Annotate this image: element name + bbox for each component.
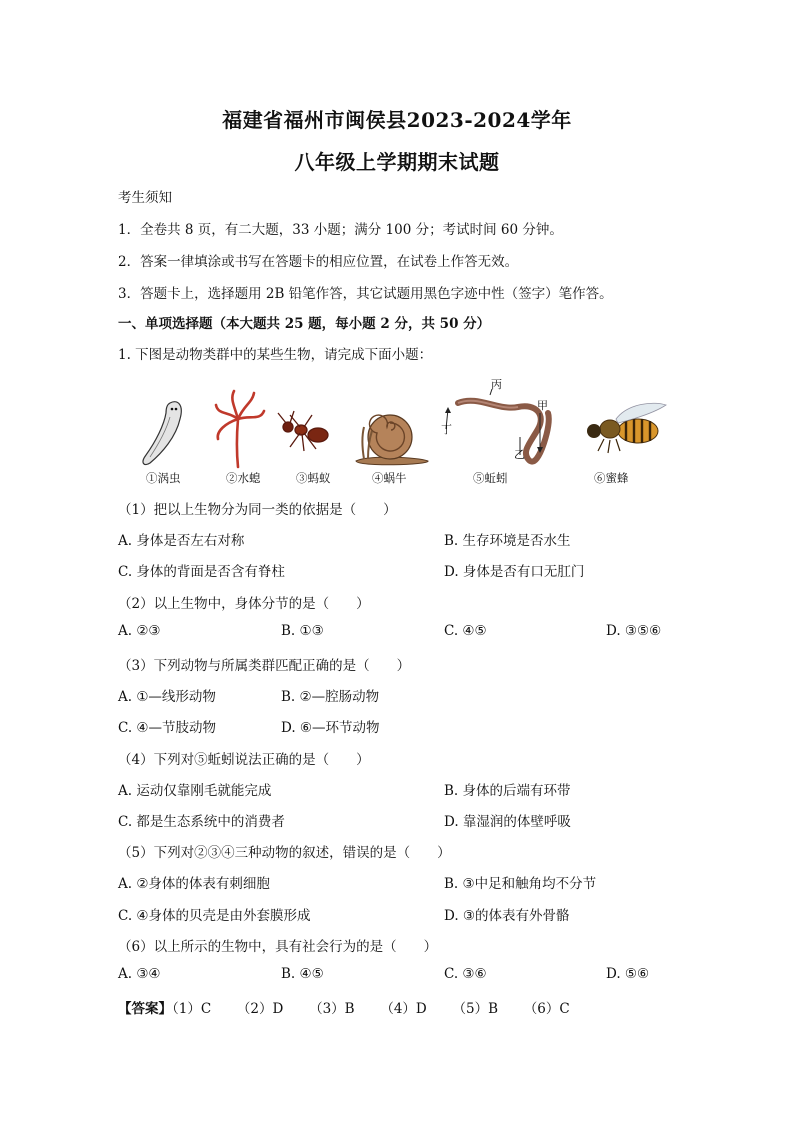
- sub1-option-d: D. 身体是否有口无肛门: [444, 564, 585, 580]
- sub4-option-c: C. 都是生态系统中的消费者: [118, 814, 285, 830]
- question-1-stem: 1. 下图是动物类群中的某些生物，请完成下面小题：: [118, 347, 433, 363]
- notice-item-3: 3．答题卡上，选择题用 2B 铅笔作答，其它试题用黑色字迹中性（签字）笔作答。: [118, 286, 613, 302]
- subquestion-3: （3）下列动物与所属类群匹配正确的是（ ）: [118, 658, 411, 674]
- sub2-option-c: C. ④⑤: [444, 623, 487, 639]
- caption-bee: ⑥蜜蜂: [594, 471, 629, 485]
- sub4-option-b: B. 身体的后端有环带: [444, 783, 571, 799]
- answer-values: （1）C （2）D （3）B （4）D （5）B （6）C: [172, 1001, 570, 1017]
- section-heading: 一、单项选择题（本大题共 25 题，每小题 2 分，共 50 分）: [118, 316, 491, 332]
- label-bing: 丙: [491, 378, 502, 391]
- notice-item-2: 2．答案一律填涂或书写在答题卡的相应位置，在试卷上作答无效。: [118, 254, 519, 270]
- answer-line: [118, 997, 570, 1017]
- sub5-option-b: B. ③中足和触角均不分节: [444, 876, 597, 892]
- sub6-option-d: D. ⑤⑥: [606, 966, 650, 982]
- subquestion-2: （2）以上生物中，身体分节的是（ ）: [118, 596, 370, 612]
- earthworm-image: [445, 389, 549, 462]
- sub2-option-b: B. ①③: [281, 623, 324, 639]
- caption-ant: ③蚂蚁: [296, 471, 331, 485]
- sub3-option-a: A. ①—线形动物: [118, 689, 216, 705]
- flatworm-image: [143, 402, 181, 465]
- sub2-option-a: A. ②③: [118, 623, 161, 639]
- subquestion-1: （1）把以上生物分为同一类的依据是（ ）: [118, 502, 397, 518]
- snail-image: [356, 415, 428, 465]
- sub5-option-c: C. ④身体的贝壳是由外套膜形成: [118, 908, 311, 924]
- sub2-option-d: D. ③⑤⑥: [606, 623, 662, 639]
- sub4-option-d: D. 靠湿润的体壁呼吸: [444, 814, 571, 830]
- caption-snail: ④蜗牛: [372, 471, 407, 485]
- sub3-option-d: D. ⑥—环节动物: [281, 720, 380, 736]
- sub3-option-c: C. ④—节肢动物: [118, 720, 217, 736]
- subquestion-5: （5）下列对②③④三种动物的叙述，错误的是（ ）: [118, 845, 451, 861]
- notice-heading: 考生须知: [118, 190, 172, 206]
- subquestion-6: （6）以上所示的生物中，具有社会行为的是（ ）: [118, 939, 438, 955]
- notice-item-1: 1．全卷共 8 页，有二大题，33 小题；满分 100 分；考试时间 60 分钟。: [118, 222, 563, 238]
- sub6-option-b: B. ④⑤: [281, 966, 324, 982]
- subquestion-4: （4）下列对⑤蚯蚓说法正确的是（ ）: [118, 752, 370, 768]
- sub3-option-b: B. ②—腔肠动物: [281, 689, 380, 705]
- bee-image: [587, 403, 666, 453]
- caption-earthworm: ⑤蚯蚓: [473, 471, 508, 485]
- doc-title-line2: 八年级上学期期末试题: [294, 150, 500, 174]
- label-yi: 乙: [514, 448, 525, 461]
- answer-label: 【答案】: [118, 1001, 172, 1017]
- sub5-option-d: D. ③的体表有外骨骼: [444, 908, 570, 924]
- sub6-option-c: C. ③⑥: [444, 966, 487, 982]
- sub1-option-c: C. 身体的背面是否含有脊柱: [118, 564, 285, 580]
- label-ding: 丁: [441, 423, 452, 436]
- label-jia: 甲: [537, 399, 548, 412]
- sub6-option-a: A. ③④: [118, 966, 161, 982]
- caption-hydra: ②水螅: [226, 471, 261, 485]
- hydra-image: [216, 391, 264, 467]
- sub5-option-a: A. ②身体的体表有刺细胞: [118, 876, 270, 892]
- sub4-option-a: A. 运动仅靠刚毛就能完成: [118, 783, 272, 799]
- sub1-option-a: A. 身体是否左右对称: [118, 533, 245, 549]
- doc-title-line1: 福建省福州市闽侯县2023-2024学年: [222, 108, 572, 132]
- caption-flatworm: ①涡虫: [146, 471, 181, 485]
- ant-image: [278, 411, 328, 451]
- sub1-option-b: B. 生存环境是否水生: [444, 533, 571, 549]
